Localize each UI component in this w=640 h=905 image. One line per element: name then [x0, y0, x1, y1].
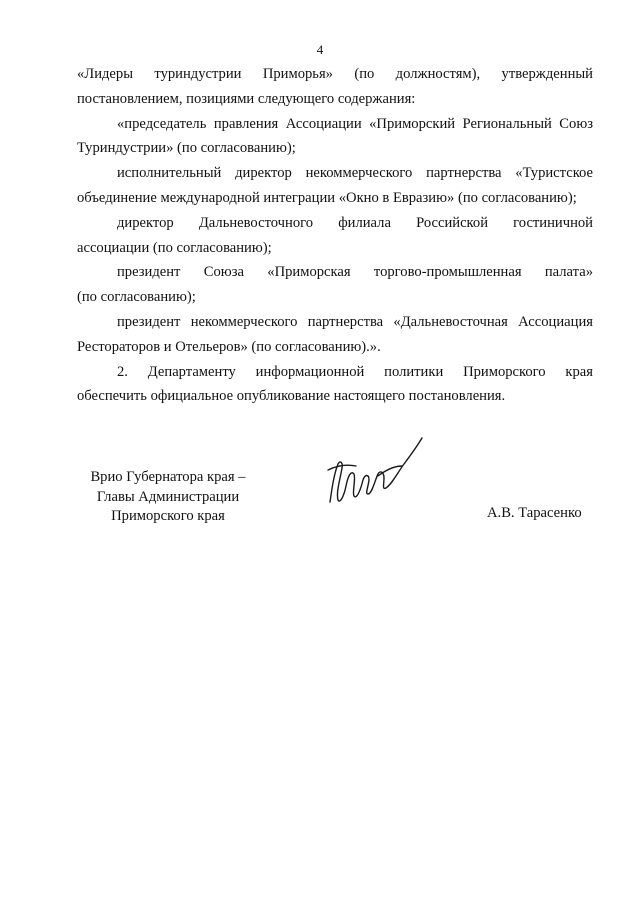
paragraph-list-item-restaurateurs-president [77, 310, 593, 360]
text-line: президент Союза «Приморская торгово-промышленная палата» [117, 264, 593, 281]
text-line: ассоциации (по согласованию); [77, 239, 272, 256]
paragraph-list-item-chamber-president [77, 260, 593, 310]
text-line: (по согласованию); [77, 289, 196, 306]
text-line: «Лидеры туриндустрии Приморья» (по должностям), утвержденный [77, 66, 593, 82]
text-line: Рестораторов и Отельеров» (по согласованию).». [77, 338, 381, 355]
signatory-position-line: Врио Губернатора края – [90, 469, 246, 485]
page-number: 4 [316, 42, 324, 57]
paragraph-list-amendment-intro [77, 62, 593, 112]
text-line: директор Дальневосточного филиала Российской гостиничной [117, 214, 593, 231]
text-line: обеспечить официальное опубликование настоящего постановления. [77, 388, 506, 405]
paragraph-list-item-association-chair [77, 112, 593, 162]
document-body [77, 62, 593, 409]
signatory-position [68, 468, 268, 527]
text-line: «председатель правления Ассоциации «Приморский Региональный Союз [117, 115, 593, 132]
text-line: объединение международной интеграции «Окно в Евразию» (по согласованию); [77, 189, 577, 206]
paragraph-list-item-executive-director [77, 161, 593, 211]
signatory-position-line: Главы Администрации [96, 488, 240, 505]
paragraph-publication-clause [77, 360, 593, 410]
signer-name: А.В. Тарасенко [487, 505, 582, 521]
text-line: Туриндустрии» (по согласованию); [77, 140, 296, 157]
paragraph-list-item-branch-director [77, 211, 593, 261]
signatory-position-line: Приморского края [111, 508, 225, 524]
handwritten-signature [318, 430, 430, 512]
text-line: постановлением, позициями следующего содержания: [77, 90, 416, 107]
text-line: 2. Департаменту информационной политики Приморского края [117, 363, 593, 380]
text-line: исполнительный директор некоммерческого партнерства «Туристское [117, 165, 593, 182]
text-line: президент некоммерческого партнерства «Дальневосточная Ассоциация [117, 313, 593, 330]
